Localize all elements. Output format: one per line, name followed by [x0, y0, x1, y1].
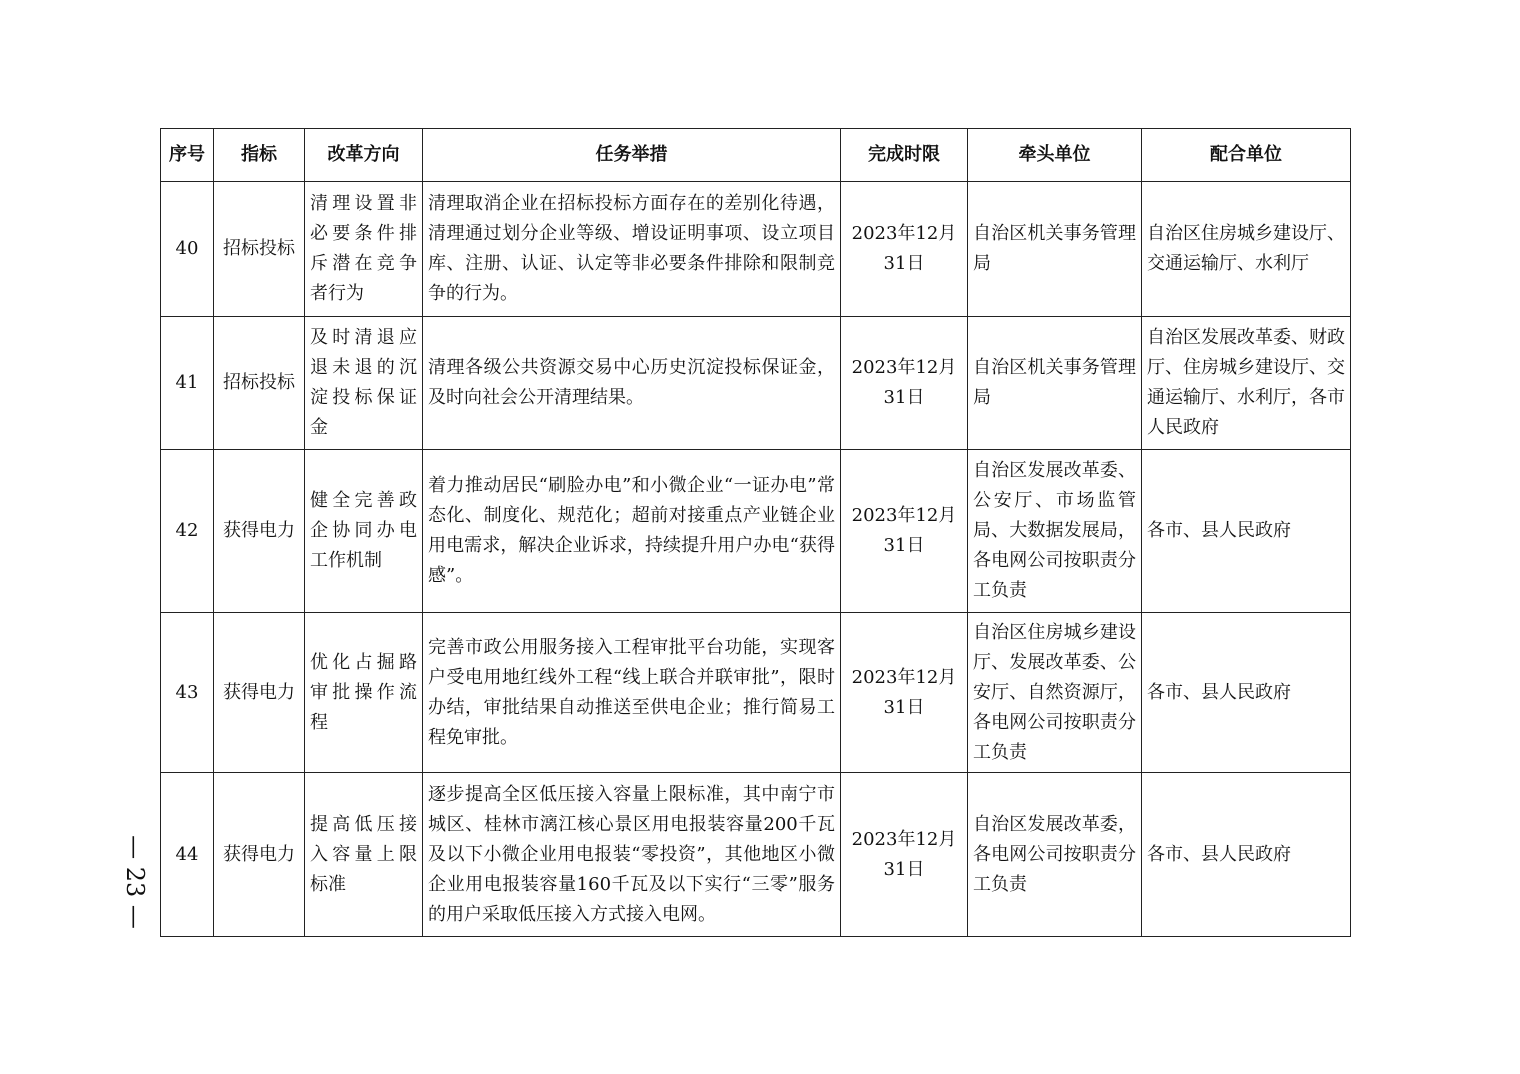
cell-no: 40 [161, 182, 214, 317]
table-row [161, 773, 1351, 937]
cell-lead: 自治区机关事务管理局 [968, 182, 1142, 317]
cell-direction: 及时清退应退未退的沉淀投标保证金 [305, 317, 423, 450]
header-measures: 任务举措 [423, 129, 841, 182]
cell-deadline: 2023年12月31日 [841, 450, 968, 613]
header-lead: 牵头单位 [968, 129, 1142, 182]
cell-cooperate: 自治区住房城乡建设厅、交通运输厅、水利厅 [1142, 182, 1351, 317]
cell-no: 41 [161, 317, 214, 450]
header-no: 序号 [161, 129, 214, 182]
table-header-row [161, 129, 1351, 182]
cell-deadline: 2023年12月31日 [841, 182, 968, 317]
table-row [161, 613, 1351, 773]
header-direction: 改革方向 [305, 129, 423, 182]
table-row [161, 317, 1351, 450]
header-cooperate: 配合单位 [1142, 129, 1351, 182]
header-deadline: 完成时限 [841, 129, 968, 182]
cell-lead: 自治区机关事务管理局 [968, 317, 1142, 450]
cell-indicator: 获得电力 [214, 613, 305, 773]
cell-direction: 清理设置非必要条件排斥潜在竞争者行为 [305, 182, 423, 317]
cell-indicator: 招标投标 [214, 182, 305, 317]
cell-no: 44 [161, 773, 214, 937]
cell-indicator: 获得电力 [214, 450, 305, 613]
cell-direction: 提高低压接入容量上限标准 [305, 773, 423, 937]
cell-lead: 自治区住房城乡建设厅、发展改革委、公安厅、自然资源厅，各电网公司按职责分工负责 [968, 613, 1142, 773]
cell-indicator: 获得电力 [214, 773, 305, 937]
cell-lead: 自治区发展改革委、公安厅、市场监管局、大数据发展局，各电网公司按职责分工负责 [968, 450, 1142, 613]
measures-table [160, 128, 1351, 937]
cell-cooperate: 各市、县人民政府 [1142, 450, 1351, 613]
cell-measures: 逐步提高全区低压接入容量上限标准，其中南宁市城区、桂林市漓江核心景区用电报装容量200千瓦及以下小微企业用电报装“零投资”，其他地区小微企业用电报装容量160千瓦及以下实行“三零”服务的用户采取低压接入方式接入电网。 [423, 773, 841, 937]
cell-cooperate: 自治区发展改革委、财政厅、住房城乡建设厅、交通运输厅、水利厅，各市人民政府 [1142, 317, 1351, 450]
cell-indicator: 招标投标 [214, 317, 305, 450]
cell-measures: 着力推动居民“刷脸办电”和小微企业“一证办电”常态化、制度化、规范化；超前对接重点产业链企业用电需求，解决企业诉求，持续提升用户办电“获得感”。 [423, 450, 841, 613]
cell-lead: 自治区发展改革委，各电网公司按职责分工负责 [968, 773, 1142, 937]
header-indicator: 指标 [214, 129, 305, 182]
cell-no: 42 [161, 450, 214, 613]
cell-measures: 完善市政公用服务接入工程审批平台功能，实现客户受电用地红线外工程“线上联合并联审批”，限时办结，审批结果自动推送至供电企业；推行简易工程免审批。 [423, 613, 841, 773]
cell-cooperate: 各市、县人民政府 [1142, 773, 1351, 937]
cell-cooperate: 各市、县人民政府 [1142, 613, 1351, 773]
table-row [161, 182, 1351, 317]
cell-deadline: 2023年12月31日 [841, 613, 968, 773]
cell-deadline: 2023年12月31日 [841, 317, 968, 450]
cell-measures: 清理各级公共资源交易中心历史沉淀投标保证金，及时向社会公开清理结果。 [423, 317, 841, 450]
page-number-text: — 23 — [121, 835, 150, 929]
cell-direction: 优化占掘路审批操作流程 [305, 613, 423, 773]
page-number [120, 822, 150, 942]
cell-measures: 清理取消企业在招标投标方面存在的差别化待遇，清理通过划分企业等级、增设证明事项、设立项目库、注册、认证、认定等非必要条件排除和限制竞争的行为。 [423, 182, 841, 317]
table-row [161, 450, 1351, 613]
cell-direction: 健全完善政企协同办电工作机制 [305, 450, 423, 613]
cell-no: 43 [161, 613, 214, 773]
cell-deadline: 2023年12月31日 [841, 773, 968, 937]
